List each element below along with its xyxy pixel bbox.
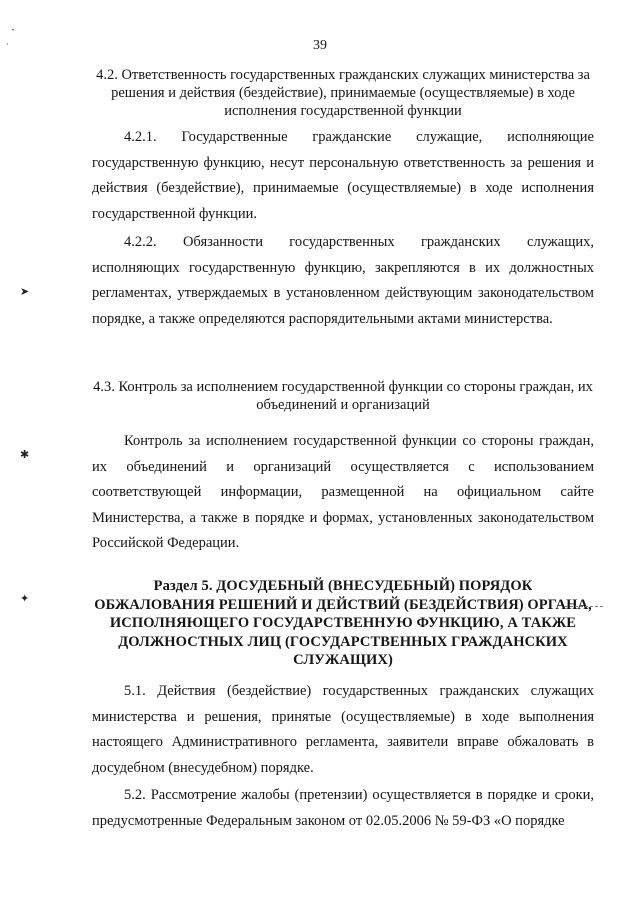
page-number: 39 [313, 38, 327, 53]
margin-mark: ➤ [20, 286, 30, 298]
paragraph-4-2-2: 4.2.2. Обязанности государственных гражданских служащих, исполняющих государственную функцию, закрепляются в их должностных регламентах, утверждаемых в установленном действующим законодательством порядке, а также определяются распорядительными актами министерства. [92, 234, 594, 327]
paragraph-4-3: Контроль за исполнением государственной функции со стороны граждан, их объединений и организаций осуществляется с использованием соответствующей информации, размещенной на официальном сайте Министерства, а также в порядке и формах, установленных законодательством Российской Федерации. [92, 433, 594, 551]
section-5-title: Раздел 5. ДОСУДЕБНЫЙ (ВНЕСУДЕБНЫЙ) ПОРЯДОК ОБЖАЛОВАНИЯ РЕШЕНИЙ И ДЕЙСТВИЙ (БЕЗДЕЙСТВИЯ) ОРГАНА, ИСПОЛНЯЮЩЕГО ГОСУДАРСТВЕННУЮ ФУНКЦИЮ, А ТАКЖЕ ДОЛЖНОСТНЫХ ЛИЦ (ГОСУДАРСТВЕННЫХ ГРАЖДАНСКИХ СЛУЖАЩИХ) [94, 578, 592, 668]
section-4-3-heading: 4.3. Контроль за исполнением государственной функции со стороны граждан, их объединений и организаций [93, 379, 593, 413]
margin-mark: ✦ [20, 593, 30, 605]
section-4-2-heading: 4.2. Ответственность государственных гражданских служащих министерства за решения и действия (бездействие), принимаемые (осуществляемые) в ходе исполнения государственной функции [96, 67, 590, 119]
paragraph-4-2-1: 4.2.1. Государственные гражданские служащие, исполняющие государственную функцию, несут персональную ответственность за решения и действия (бездействие), принимаемые (осуществляемые) в ходе исполнения государственной функции. [92, 129, 594, 222]
paragraph-5-1: 5.1. Действия (бездействие) государственных гражданских служащих министерства и решения, принятые (осуществляемые) в ходе выполнения настоящего Административного регламента, заявители вправе обжаловать в досудебном (внесудебном) порядке. [92, 683, 594, 776]
margin-mark: • [12, 28, 15, 34]
margin-mark: ✱ [20, 449, 30, 461]
scan-line-divider [565, 606, 603, 607]
paragraph-5-2: 5.2. Рассмотрение жалобы (претензии) осуществляется в порядке и сроки, предусмотренные Федеральным законом от 02.05.2006 № 59-ФЗ «О порядке [92, 787, 594, 829]
margin-mark: · [6, 40, 9, 49]
